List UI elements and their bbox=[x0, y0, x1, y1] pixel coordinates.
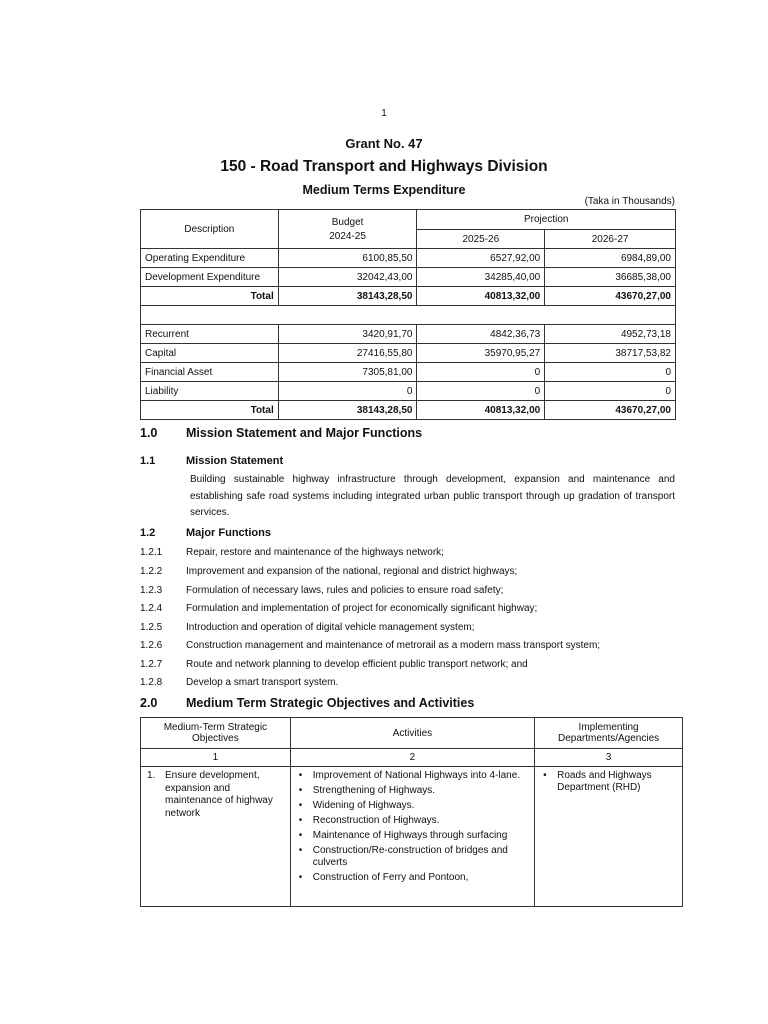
projection-value: 36685,38,00 bbox=[545, 268, 676, 287]
function-number: 1.2.7 bbox=[140, 659, 163, 670]
budget-value: 32042,43,00 bbox=[278, 268, 417, 287]
unit-note: (Taka in Thousands) bbox=[584, 196, 675, 207]
section-2-title: Medium Term Strategic Objectives and Activities bbox=[186, 696, 475, 710]
budget-value: 6100,85,50 bbox=[278, 249, 417, 268]
objectives-header: Medium-Term Strategic Objectives bbox=[141, 718, 291, 749]
total-budget: 38143,28,50 bbox=[278, 401, 417, 420]
row-label: Development Expenditure bbox=[141, 268, 279, 287]
list-item: • Roads and Highways Department (RHD) bbox=[535, 770, 678, 794]
mission-number: 1.1 bbox=[140, 455, 156, 467]
projection-value: 0 bbox=[417, 363, 545, 382]
projection-value: 34285,40,00 bbox=[417, 268, 545, 287]
projection-value: 6527,92,00 bbox=[417, 249, 545, 268]
document-subtitle: Medium Terms Expenditure bbox=[302, 183, 466, 197]
table-row bbox=[141, 344, 676, 363]
budget-value: 3420,91,70 bbox=[278, 325, 417, 344]
functions-heading: Major Functions bbox=[186, 527, 271, 539]
total-projection: 40813,32,00 bbox=[417, 287, 545, 306]
row-label: Liability bbox=[141, 382, 279, 401]
projection-value: 35970,95,27 bbox=[417, 344, 545, 363]
budget-value: 0 bbox=[278, 382, 417, 401]
table-row bbox=[141, 249, 676, 268]
projection-year-2: 2026-27 bbox=[545, 230, 676, 249]
total-projection: 40813,32,00 bbox=[417, 401, 545, 420]
column-number: 1 bbox=[141, 749, 291, 767]
row-label: Financial Asset bbox=[141, 363, 279, 382]
function-text: Route and network planning to develop efficient public transport network; and bbox=[186, 659, 528, 670]
row-label: Capital bbox=[141, 344, 279, 363]
activities-header: Activities bbox=[290, 718, 534, 749]
table-row bbox=[141, 382, 676, 401]
row-label: Recurrent bbox=[141, 325, 279, 344]
page-number: 1 bbox=[381, 108, 387, 119]
function-text: Formulation and implementation of project for economically significant highway; bbox=[186, 603, 538, 614]
mission-heading: Mission Statement bbox=[186, 455, 284, 467]
projection-header: Projection bbox=[417, 210, 676, 230]
function-text: Develop a smart transport system. bbox=[186, 677, 339, 688]
budget-header bbox=[278, 210, 417, 249]
objective-number: 1. bbox=[147, 770, 156, 781]
function-text: Improvement and expansion of the national, regional and district highways; bbox=[186, 566, 518, 577]
activities-cell bbox=[290, 767, 534, 907]
total-projection: 43670,27,00 bbox=[545, 401, 676, 420]
projection-value: 6984,89,00 bbox=[545, 249, 676, 268]
function-text: Introduction and operation of digital vehicle management system; bbox=[186, 622, 475, 633]
agency-cell bbox=[535, 767, 683, 907]
spacer-row bbox=[141, 306, 676, 325]
budget-label: Budget bbox=[331, 216, 364, 228]
function-number: 1.2.3 bbox=[140, 585, 163, 596]
total-budget: 38143,28,50 bbox=[278, 287, 417, 306]
total-label: Total bbox=[141, 401, 279, 420]
budget-value: 7305,81,00 bbox=[278, 363, 417, 382]
table-row bbox=[141, 363, 676, 382]
projection-value: 38717,53,82 bbox=[545, 344, 676, 363]
budget-value: 27416,55,80 bbox=[278, 344, 417, 363]
column-number: 3 bbox=[535, 749, 683, 767]
section-1-title: Mission Statement and Major Functions bbox=[186, 426, 423, 440]
list-item: • Maintenance of Highways through surfacing bbox=[291, 830, 530, 842]
functions-number: 1.2 bbox=[140, 527, 156, 539]
projection-year-1: 2025-26 bbox=[417, 230, 545, 249]
agencies-header: Implementing Departments/Agencies bbox=[535, 718, 683, 749]
function-text: Construction management and maintenance of metrorail as a modern mass transport system; bbox=[186, 640, 601, 651]
function-text: Repair, restore and maintenance of the highways network; bbox=[186, 547, 444, 558]
objectives-table bbox=[140, 717, 683, 907]
expenditure-table bbox=[140, 209, 676, 420]
projection-value: 0 bbox=[417, 382, 545, 401]
section-1-number: 1.0 bbox=[140, 426, 158, 440]
list-item: • Widening of Highways. bbox=[291, 800, 530, 812]
column-number: 2 bbox=[290, 749, 534, 767]
list-item: • Construction of Ferry and Pontoon, bbox=[291, 872, 530, 884]
objective-cell bbox=[141, 767, 291, 907]
activities-list bbox=[291, 770, 530, 884]
section-2-number: 2.0 bbox=[140, 696, 158, 710]
projection-value: 0 bbox=[545, 382, 676, 401]
projection-value: 4842,36,73 bbox=[417, 325, 545, 344]
list-item: • Construction/Re-construction of bridges and culverts bbox=[291, 845, 530, 869]
table-row bbox=[141, 767, 683, 907]
list-item: • Reconstruction of Highways. bbox=[291, 815, 530, 827]
total-row bbox=[141, 401, 676, 420]
row-label: Operating Expenditure bbox=[141, 249, 279, 268]
mission-statement: Building sustainable highway infrastructure through development, expansion and maintenance and establishing safe road systems including integrated urban public transport through up gradation of transport services. bbox=[190, 474, 675, 518]
total-label: Total bbox=[141, 287, 279, 306]
function-text: Formulation of necessary laws, rules and policies to ensure road safety; bbox=[186, 585, 504, 596]
table-row bbox=[141, 268, 676, 287]
function-number: 1.2.8 bbox=[140, 677, 163, 688]
total-row bbox=[141, 287, 676, 306]
function-number: 1.2.2 bbox=[140, 566, 163, 577]
budget-year: 2024-25 bbox=[329, 230, 366, 242]
projection-value: 0 bbox=[545, 363, 676, 382]
table-row bbox=[141, 325, 676, 344]
function-number: 1.2.5 bbox=[140, 622, 163, 633]
objective-text: Ensure development, expansion and maintenance of highway network bbox=[165, 770, 273, 819]
list-item: • Improvement of National Highways into 4-lane. bbox=[291, 770, 530, 782]
grant-number: Grant No. 47 bbox=[345, 136, 423, 151]
description-header: Description bbox=[141, 210, 279, 249]
function-number: 1.2.1 bbox=[140, 547, 163, 558]
division-title: 150 - Road Transport and Highways Division bbox=[220, 158, 548, 175]
function-number: 1.2.6 bbox=[140, 640, 163, 651]
projection-value: 4952,73,18 bbox=[545, 325, 676, 344]
list-item: • Strengthening of Highways. bbox=[291, 785, 530, 797]
function-number: 1.2.4 bbox=[140, 603, 163, 614]
total-projection: 43670,27,00 bbox=[545, 287, 676, 306]
agency-list bbox=[535, 770, 678, 794]
